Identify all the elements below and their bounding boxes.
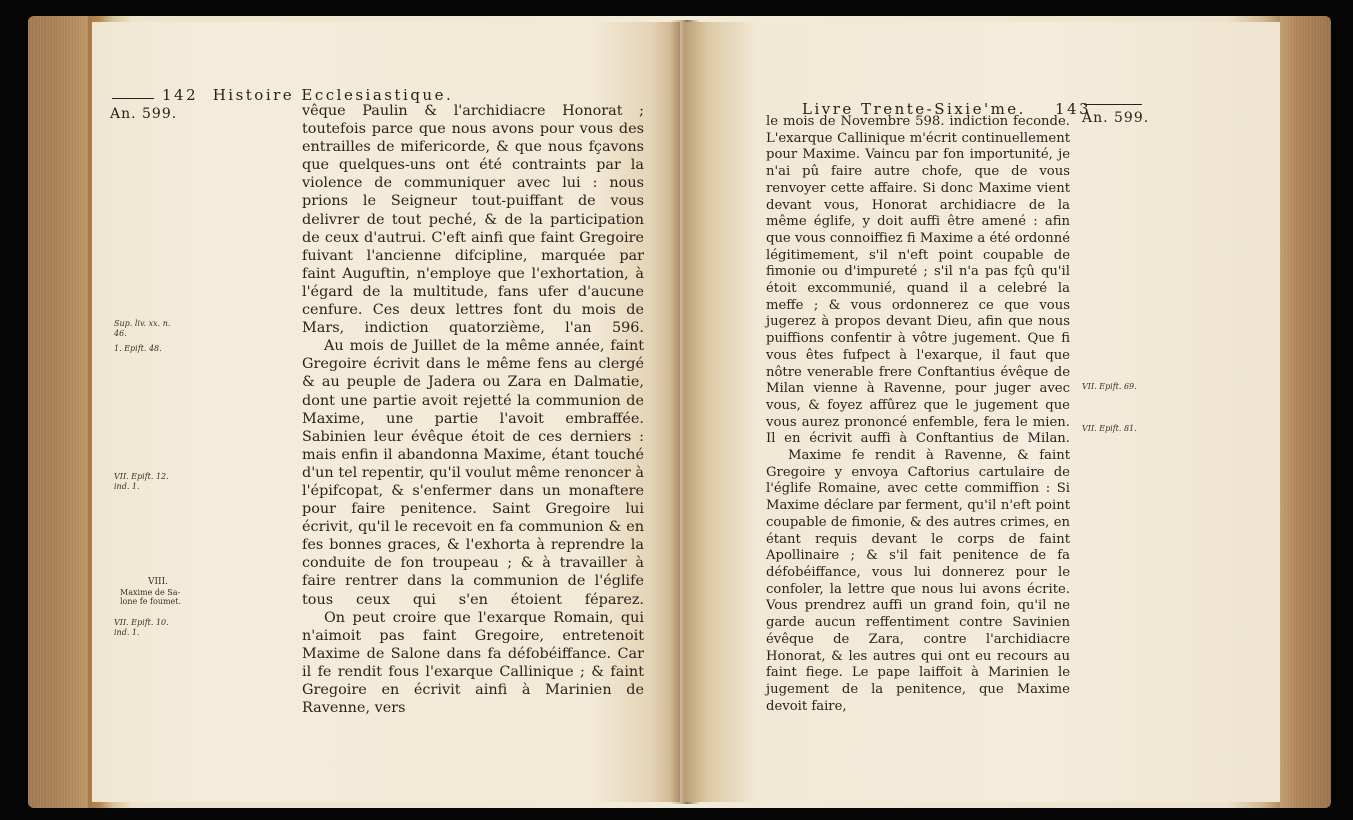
margin-note: ind. 1. bbox=[114, 628, 140, 637]
paragraph: vêque Paulin & l'archidiacre Honorat ; toutefois parce que nous avons pour vous des entrailles de mifericorde, & que nous fçavons que quelques-uns ont été contraints par la violence de communiquer avec lui : nous prions le Seigneur tout-puiffant de vous delivrer de tout peché, & de la participation de ceux d'autrui. C'eft ainfi que faint Gregoire fuivant l'ancienne difcipline, marquée par faint Auguftin, n'employe que l'exhortation, à l'égard de la multitude, fans ufer d'aucune cenfure. Ces deux lettres font du mois de Mars, indiction quatorzième, l'an 596. bbox=[302, 103, 644, 337]
right-running-head: Livre Trente-Sixie'me. bbox=[802, 100, 1026, 118]
section-title: Maxime de Sa- bbox=[120, 588, 181, 597]
margin-note: ind. 1. bbox=[114, 482, 140, 491]
paragraph: Maxime fe rendit à Ravenne, & faint Gregoire y envoya Caftorius cartulaire de l'églife Romaine, avec cette commiffion : Si Maxime déclare par ferment, qu'il n'eft point coupable de fimonie, & des autres crimes, en étant requis devant le corps de faint Apollinaire ; & s'il fait penitence de fa défobéiffance, vous lui donnerez pour le confoler, la lettre que nous lui avons écrite. Vous prendrez auffi un grand foin, qu'il ne garde aucun reffentiment contre Savinien évêque de Zara, contre l'archidiacre Honorat, & les autres qui ont eu recours au faint fiege. Le pape laiffoit à Marinien le jugement de la penitence, que Maxime devoit faire, bbox=[766, 448, 1070, 714]
margin-note: 1. Epift. 48. bbox=[114, 344, 162, 353]
margin-note: 46. bbox=[114, 329, 127, 338]
left-page-edges bbox=[28, 16, 88, 808]
paragraph: le mois de Novembre 598. indiction feconde. L'exarque Callinique m'écrit continuellement pour Maxime. Vaincu par fon importunité, je n'ai pû faire autre chofe, que de vous renvoyer cette affaire. Si donc Maxime vient devant vous, Honorat archidiacre de la même églife, y doit auffi être amené : afin que vous connoiffiez fi Maxime a été ordonné légitimement, s'il n'eft point coupable de fimonie ou d'impureté ; s'il n'a pas fçû qu'il étoit excommunié, quand il a celebré la meffe ; & vous ordonnerez ce que vous jugerez à propos devant Dieu, afin que nous puiffions confentir à vôtre jugement. Que fi vous êtes fufpect à l'exarque, il faut que nôtre venerable frere Conftantius évêque de Milan vienne à Ravenne, pour juger avec vous, & foyez affûrez que le jugement que vous aurez prononcé enfemble, fera le mien. Il en écrivit auffi à Conftantius de Milan. bbox=[766, 114, 1070, 447]
margin-note: VII. Epift. 12. bbox=[114, 472, 169, 481]
left-page-number: 142 bbox=[162, 86, 199, 104]
margin-note: VII. Epift. 81. bbox=[1082, 424, 1137, 433]
right-page bbox=[684, 22, 1280, 802]
left-running-head: Histoire Ecclesiastique. bbox=[212, 86, 454, 104]
right-page-edges bbox=[1280, 16, 1331, 808]
right-body-text bbox=[766, 114, 1070, 715]
left-page bbox=[92, 22, 680, 802]
margin-note: VII. Epift. 69. bbox=[1082, 382, 1137, 391]
right-year: An. 599. bbox=[1082, 110, 1150, 126]
left-year: An. 599. bbox=[110, 106, 178, 122]
right-page-number: 143 bbox=[1055, 100, 1092, 118]
margin-note: Sup. liv. xx. n. bbox=[114, 319, 171, 328]
paragraph: On peut croire que l'exarque Romain, qui n'aimoit pas faint Gregoire, entretenoit Maxime de Salone dans fa défobéiffance. Car il fe rendit fous l'exarque Callinique ; & faint Gregoire en écrivit ainfi à Marinien de Ravenne, vers bbox=[302, 609, 644, 717]
year-rule bbox=[112, 98, 154, 99]
section-title: lone fe foumet. bbox=[120, 597, 182, 606]
left-body-text bbox=[302, 102, 644, 717]
paragraph: Au mois de Juillet de la même année, faint Gregoire écrivit dans le même fens au clergé & au peuple de Jadera ou Zara en Dalmatie, dont une partie avoit rejetté la communion de Maxime, une partie l'avoit embraffée. Sabinien leur évêque étoit de ces derniers : mais enfin il abandonna Maxime, étant touché d'un tel repentir, qu'il voulut même renoncer à l'épifcopat, & s'enfermer dans un monaftere pour faire penitence. Saint Gregoire lui écrivit, qu'il le recevoit en fa communion & en fes bonnes graces, & l'exhorta à reprendre la conduite de fon troupeau ; & à travailler à faire rentrer dans la communion de l'églife tous ceux qui s'en étoient féparez. bbox=[302, 338, 644, 608]
margin-note: VII. Epift. 10. bbox=[114, 618, 169, 627]
year-rule bbox=[1084, 104, 1142, 105]
section-number: VIII. bbox=[148, 577, 169, 587]
